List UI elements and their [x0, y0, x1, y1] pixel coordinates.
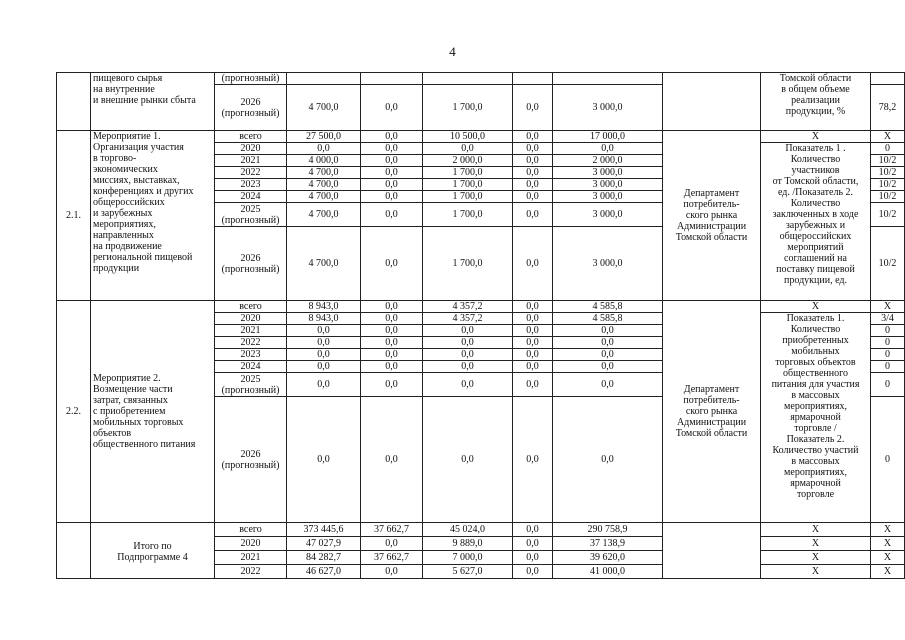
- amount-cell: 0,0: [423, 349, 513, 361]
- amount-cell: 37 662,7: [361, 523, 423, 537]
- indicator-text: Показатель 1 . Количество участников от Томской области, ед. /Показатель 2. Количество заключенных в ходе зарубежных и общероссийских мероприятий соглашений на поставку пищевой продукции, ед.: [761, 143, 871, 301]
- row-number: [57, 523, 91, 579]
- amount-cell: 1 700,0: [423, 179, 513, 191]
- amount-cell: 1 700,0: [423, 227, 513, 301]
- amount-cell: 0,0: [361, 85, 423, 131]
- year-cell: 2020: [215, 537, 287, 551]
- indicator-value: 10/2: [871, 155, 905, 167]
- indicator-value: 0: [871, 373, 905, 397]
- executor-cell: Департамент потребитель- ского рынка Администрации Томской области: [663, 301, 761, 523]
- amount-cell: 3 000,0: [553, 85, 663, 131]
- year-cell: 2023: [215, 349, 287, 361]
- year-cell: 2026 (прогнозный): [215, 397, 287, 523]
- year-cell: 2026 (прогнозный): [215, 85, 287, 131]
- table-row: [57, 301, 905, 313]
- amount-cell: 0,0: [513, 143, 553, 155]
- amount-cell: 0,0: [423, 143, 513, 155]
- amount-cell: 3 000,0: [553, 203, 663, 227]
- amount-cell: [423, 73, 513, 85]
- amount-cell: 5 627,0: [423, 565, 513, 579]
- total-label: Итого по Подпрограмме 4: [91, 523, 215, 579]
- amount-cell: 0,0: [287, 325, 361, 337]
- indicator-value: 0: [871, 349, 905, 361]
- amount-cell: 2 000,0: [423, 155, 513, 167]
- amount-cell: 0,0: [513, 523, 553, 537]
- amount-cell: [553, 73, 663, 85]
- amount-cell: 0,0: [423, 325, 513, 337]
- indicator-total: X: [761, 131, 871, 143]
- amount-cell: 0,0: [361, 397, 423, 523]
- amount-cell: 4 357,2: [423, 301, 513, 313]
- year-cell: 2024: [215, 361, 287, 373]
- amount-cell: 0,0: [361, 325, 423, 337]
- row-number: [57, 73, 91, 131]
- amount-cell: 0,0: [513, 373, 553, 397]
- amount-cell: 45 024,0: [423, 523, 513, 537]
- amount-cell: 1 700,0: [423, 203, 513, 227]
- amount-cell: 1 700,0: [423, 167, 513, 179]
- indicator-value: X: [871, 565, 905, 579]
- indicator-value: [871, 73, 905, 85]
- indicator-text: Показатель 1. Количество приобретенных мобильных торговых объектов общественного питания для участия в массовых мероприятиях, ярмарочной торговле / Показатель 2. Количество участий в массовых мероприятиях, ярмарочной торговле: [761, 313, 871, 523]
- amount-cell: 0,0: [361, 167, 423, 179]
- year-cell: 2024: [215, 191, 287, 203]
- amount-cell: 0,0: [361, 537, 423, 551]
- amount-cell: 9 889,0: [423, 537, 513, 551]
- indicator-value: 0: [871, 143, 905, 155]
- table-row: [57, 131, 905, 143]
- executor-cell: [663, 523, 761, 579]
- amount-cell: 41 000,0: [553, 565, 663, 579]
- indicator-value: 0: [871, 397, 905, 523]
- amount-cell: [287, 73, 361, 85]
- row-number: 2.1.: [57, 131, 91, 301]
- amount-cell: 4 700,0: [287, 227, 361, 301]
- amount-cell: 0,0: [361, 143, 423, 155]
- amount-cell: 0,0: [513, 155, 553, 167]
- year-cell: всего: [215, 301, 287, 313]
- indicator-value: X: [871, 301, 905, 313]
- amount-cell: 373 445,6: [287, 523, 361, 537]
- year-cell: (прогнозный): [215, 73, 287, 85]
- amount-cell: 0,0: [553, 373, 663, 397]
- amount-cell: 0,0: [553, 349, 663, 361]
- amount-cell: 27 500,0: [287, 131, 361, 143]
- amount-cell: 0,0: [513, 191, 553, 203]
- amount-cell: 2 000,0: [553, 155, 663, 167]
- amount-cell: 0,0: [287, 397, 361, 523]
- indicator-total: X: [761, 565, 871, 579]
- amount-cell: 4 700,0: [287, 191, 361, 203]
- year-cell: 2025 (прогнозный): [215, 203, 287, 227]
- year-cell: 2021: [215, 551, 287, 565]
- amount-cell: 3 000,0: [553, 191, 663, 203]
- table-row: [57, 523, 905, 537]
- indicator-total: X: [761, 551, 871, 565]
- amount-cell: 0,0: [513, 313, 553, 325]
- amount-cell: 0,0: [513, 85, 553, 131]
- amount-cell: 0,0: [553, 143, 663, 155]
- amount-cell: 0,0: [553, 325, 663, 337]
- indicator-value: 10/2: [871, 191, 905, 203]
- amount-cell: [361, 73, 423, 85]
- year-cell: 2022: [215, 167, 287, 179]
- year-cell: 2021: [215, 325, 287, 337]
- indicator-value: 10/2: [871, 227, 905, 301]
- amount-cell: 0,0: [361, 337, 423, 349]
- indicator-value: X: [871, 523, 905, 537]
- year-cell: 2020: [215, 143, 287, 155]
- amount-cell: 0,0: [553, 337, 663, 349]
- amount-cell: 10 500,0: [423, 131, 513, 143]
- amount-cell: 0,0: [361, 203, 423, 227]
- activity-name: Мероприятие 2. Возмещение части затрат, связанных с приобретением мобильных торговых объектов общественного питания: [91, 301, 215, 523]
- amount-cell: 0,0: [361, 565, 423, 579]
- amount-cell: 290 758,9: [553, 523, 663, 537]
- indicator-value: 0: [871, 361, 905, 373]
- amount-cell: 0,0: [553, 397, 663, 523]
- amount-cell: 0,0: [361, 313, 423, 325]
- amount-cell: 0,0: [513, 131, 553, 143]
- amount-cell: 3 000,0: [553, 179, 663, 191]
- year-cell: 2022: [215, 337, 287, 349]
- year-cell: 2020: [215, 313, 287, 325]
- indicator-value: 10/2: [871, 167, 905, 179]
- amount-cell: 0,0: [553, 361, 663, 373]
- amount-cell: 0,0: [287, 143, 361, 155]
- row-number: 2.2.: [57, 301, 91, 523]
- amount-cell: 7 000,0: [423, 551, 513, 565]
- amount-cell: 0,0: [287, 349, 361, 361]
- amount-cell: 0,0: [513, 361, 553, 373]
- amount-cell: 0,0: [513, 227, 553, 301]
- amount-cell: 47 027,9: [287, 537, 361, 551]
- indicator-total: X: [761, 301, 871, 313]
- indicator-value: 10/2: [871, 179, 905, 191]
- amount-cell: 0,0: [513, 565, 553, 579]
- amount-cell: 4 700,0: [287, 167, 361, 179]
- amount-cell: 17 000,0: [553, 131, 663, 143]
- indicator-value: 10/2: [871, 203, 905, 227]
- amount-cell: 3 000,0: [553, 167, 663, 179]
- year-cell: всего: [215, 523, 287, 537]
- amount-cell: 0,0: [513, 325, 553, 337]
- amount-cell: 0,0: [287, 373, 361, 397]
- amount-cell: 0,0: [423, 337, 513, 349]
- amount-cell: 1 700,0: [423, 191, 513, 203]
- indicator-value: 78,2: [871, 85, 905, 131]
- amount-cell: 0,0: [361, 191, 423, 203]
- indicator-value: X: [871, 537, 905, 551]
- amount-cell: 46 627,0: [287, 565, 361, 579]
- activity-name: Мероприятие 1. Организация участия в торгово- экономических миссиях, выставках, конференциях и других общероссийских и зарубежных мероприятиях, направленных на продвижение региональной пищевой продукции: [91, 131, 215, 301]
- amount-cell: 0,0: [423, 361, 513, 373]
- activity-name: пищевого сырья на внутренние и внешние рынки сбыта: [91, 73, 215, 131]
- year-cell: всего: [215, 131, 287, 143]
- amount-cell: 1 700,0: [423, 85, 513, 131]
- indicator-value: 0: [871, 325, 905, 337]
- amount-cell: 37 138,9: [553, 537, 663, 551]
- year-cell: 2021: [215, 155, 287, 167]
- amount-cell: 3 000,0: [553, 227, 663, 301]
- program-table: [56, 72, 905, 579]
- amount-cell: 4 000,0: [287, 155, 361, 167]
- amount-cell: 0,0: [513, 551, 553, 565]
- amount-cell: 0,0: [361, 227, 423, 301]
- amount-cell: 0,0: [513, 167, 553, 179]
- amount-cell: 4 700,0: [287, 203, 361, 227]
- indicator-total: X: [761, 537, 871, 551]
- year-cell: 2023: [215, 179, 287, 191]
- executor-cell: [663, 73, 761, 131]
- amount-cell: 0,0: [513, 349, 553, 361]
- indicator-value: 0: [871, 337, 905, 349]
- amount-cell: 8 943,0: [287, 313, 361, 325]
- amount-cell: 4 357,2: [423, 313, 513, 325]
- amount-cell: 0,0: [287, 337, 361, 349]
- amount-cell: 0,0: [423, 373, 513, 397]
- amount-cell: 0,0: [361, 373, 423, 397]
- amount-cell: 0,0: [287, 361, 361, 373]
- indicator-total: X: [761, 523, 871, 537]
- amount-cell: 0,0: [361, 361, 423, 373]
- amount-cell: 39 620,0: [553, 551, 663, 565]
- amount-cell: 0,0: [513, 203, 553, 227]
- indicator-value: 3/4: [871, 313, 905, 325]
- indicator-text: Томской области в общем объеме реализации продукции, %: [761, 73, 871, 131]
- amount-cell: 0,0: [361, 349, 423, 361]
- executor-cell: Департамент потребитель- ского рынка Администрации Томской области: [663, 131, 761, 301]
- amount-cell: 0,0: [513, 301, 553, 313]
- page-number: 4: [449, 44, 456, 59]
- amount-cell: 4 585,8: [553, 301, 663, 313]
- amount-cell: 0,0: [361, 131, 423, 143]
- amount-cell: 37 662,7: [361, 551, 423, 565]
- year-cell: 2025 (прогнозный): [215, 373, 287, 397]
- amount-cell: 0,0: [423, 397, 513, 523]
- amount-cell: 0,0: [513, 179, 553, 191]
- amount-cell: 0,0: [361, 179, 423, 191]
- amount-cell: [513, 73, 553, 85]
- amount-cell: 0,0: [361, 301, 423, 313]
- year-cell: 2026 (прогнозный): [215, 227, 287, 301]
- amount-cell: 0,0: [361, 155, 423, 167]
- amount-cell: 0,0: [513, 397, 553, 523]
- amount-cell: 0,0: [513, 537, 553, 551]
- table-row: [57, 73, 905, 85]
- amount-cell: 4 585,8: [553, 313, 663, 325]
- amount-cell: 4 700,0: [287, 85, 361, 131]
- indicator-value: X: [871, 131, 905, 143]
- amount-cell: 0,0: [513, 337, 553, 349]
- amount-cell: 4 700,0: [287, 179, 361, 191]
- indicator-value: X: [871, 551, 905, 565]
- year-cell: 2022: [215, 565, 287, 579]
- amount-cell: 8 943,0: [287, 301, 361, 313]
- amount-cell: 84 282,7: [287, 551, 361, 565]
